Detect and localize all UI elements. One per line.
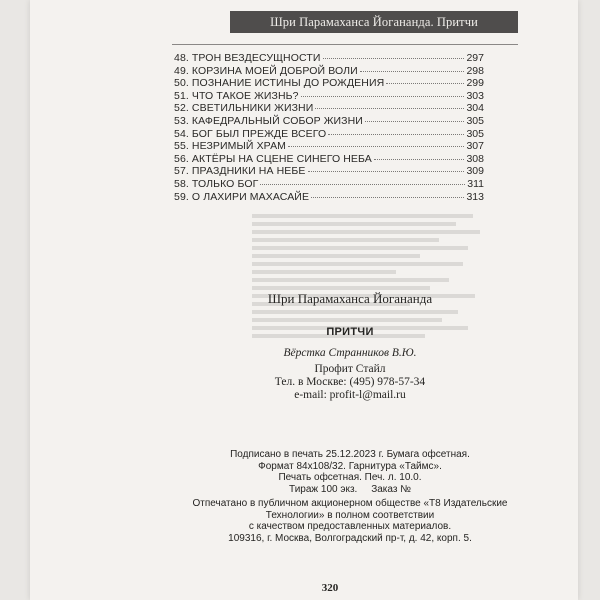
publisher-email: e-mail: profit-l@mail.ru [294,389,406,401]
toc-item-title: 52. СВЕТИЛЬНИКИ ЖИЗНИ [174,102,314,115]
toc-item-title: 53. КАФЕДРАЛЬНЫЙ СОБОР ЖИЗНИ [174,114,363,127]
toc-item [174,77,484,90]
toc-item [174,102,484,115]
toc-item-title: 58. ТОЛЬКО БОГ [174,177,259,190]
toc-item-title: 59. О ЛАХИРИ МАХАСАЙЕ [174,190,310,203]
toc-item [174,140,484,153]
toc-item [174,90,484,103]
toc-item-title: 48. ТРОН ВЕЗДЕСУЩНОСТИ [174,52,321,64]
toc-item [174,115,484,128]
print-info-line: Подписано в печать 25.12.2023 г. Бумага офсетная. [230,449,470,460]
toc-item-page: 297 [466,52,484,64]
colophon-print-info [190,449,510,495]
printer-line: с качеством предоставленных материалов. [248,521,452,532]
toc-item-title: 54. БОГ БЫЛ ПРЕЖДЕ ВСЕГО [174,127,327,140]
toc-item-page: 305 [466,127,484,140]
book-page [30,0,578,600]
print-info-line: Формат 84х108/32. Гарнитура «Таймс». [258,460,442,472]
publisher-name: Профит Стайл [314,363,386,375]
colophon-author: Шри Парамаханса Йогананда [267,291,433,306]
toc-leader-dots [328,134,464,135]
toc-leader-dots [360,71,465,72]
toc-item-page: 303 [466,89,484,102]
toc-item [174,52,484,65]
toc-leader-dots [365,121,465,122]
printer-line: Отпечатано в публичном акционерном обществе «Т8 Издательские [192,498,508,509]
toc-item-page: 311 [467,177,484,190]
table-of-contents [174,52,484,203]
toc-item [174,153,484,166]
page-number: 320 [321,582,339,594]
toc-item-title: 51. ЧТО ТАКОЕ ЖИЗНЬ? [174,89,299,102]
toc-item-title: 57. ПРАЗДНИКИ НА НЕБЕ [174,165,306,178]
colophon-publisher [190,363,510,402]
toc-leader-dots [374,159,465,160]
toc-leader-dots [260,184,465,185]
colophon-layout-credit: Вёрстка Странников В.Ю. [283,347,417,359]
toc-leader-dots [308,171,465,172]
toc-item-page: 305 [466,114,484,127]
print-info-line: Тираж 100 экз. Заказ № [289,483,411,495]
toc-item-title: 50. ПОЗНАНИЕ ИСТИНЫ ДО РОЖДЕНИЯ [174,77,385,90]
toc-item-page: 313 [466,190,484,203]
toc-item [174,65,484,78]
toc-item [174,165,484,178]
toc-leader-dots [311,197,464,198]
toc-item-page: 299 [466,77,484,90]
toc-item-title: 49. КОРЗИНА МОЕЙ ДОБРОЙ ВОЛИ [174,64,358,77]
toc-leader-dots [323,58,465,59]
colophon-title: ПРИТЧИ [326,326,374,338]
toc-item-page: 298 [466,64,484,77]
toc-item-page: 309 [466,165,484,178]
colophon-printer [190,498,510,544]
toc-item-title: 55. НЕЗРИМЫЙ ХРАМ [174,140,287,153]
toc-item-page: 304 [466,102,484,115]
toc-leader-dots [386,83,464,84]
toc-item [174,191,484,204]
toc-item-page: 308 [466,152,484,165]
publisher-phone: Тел. в Москве: (495) 978-57-34 [274,376,426,388]
toc-leader-dots [288,146,464,147]
toc-item [174,128,484,141]
toc-leader-dots [301,96,465,97]
printer-line: 109316, г. Москва, Волгоградский пр-т, д. 42, корп. 5. [228,532,472,544]
toc-item-title: 56. АКТЁРЫ НА СЦЕНЕ СИНЕГО НЕБА [174,152,372,165]
print-info-line: Печать офсетная. Печ. л. 10.0. [278,472,422,483]
toc-item-page: 307 [466,140,484,153]
header-rule [172,44,518,45]
running-header: Шри Парамаханса Йогананда. Притчи [230,11,518,33]
toc-leader-dots [315,108,464,109]
toc-item [174,178,484,191]
printer-line: Технологии» в полном соответствии [265,509,435,521]
